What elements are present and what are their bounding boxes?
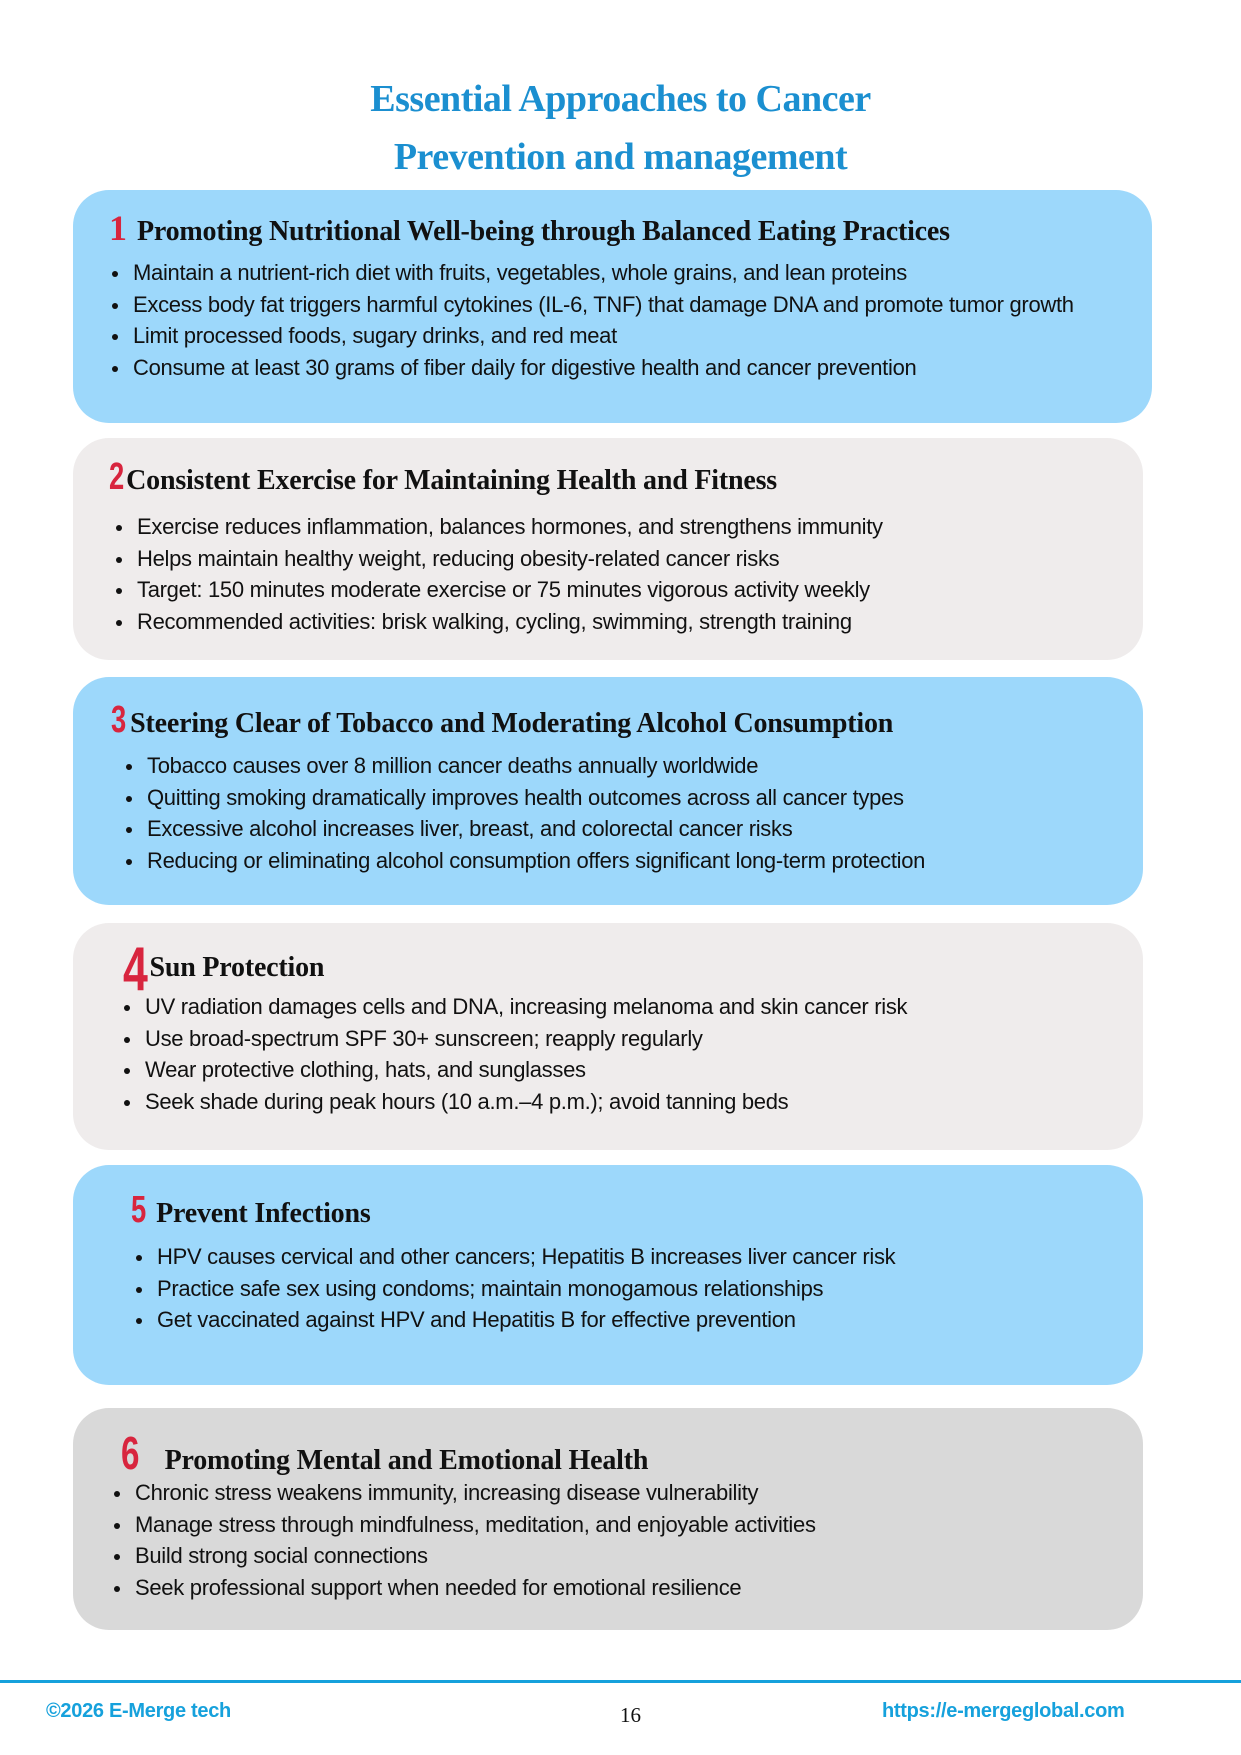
bullet-item: Chronic stress weakens immunity, increasing disease vulnerability — [111, 1477, 1121, 1509]
bullet-item: Practice safe sex using condoms; maintain monogamous relationships — [133, 1273, 1123, 1305]
bullet-item: Quitting smoking dramatically improves health outcomes across all cancer types — [123, 782, 1123, 814]
bullet-item: Reducing or eliminating alcohol consumption offers significant long-term protection — [123, 845, 1123, 877]
section-card-sun-protection — [73, 923, 1143, 1150]
bullet-item: Maintain a nutrient-rich diet with fruits, vegetables, whole grains, and lean proteins — [109, 257, 1139, 289]
section-number: 6 — [121, 1427, 140, 1479]
bullet-item: Consume at least 30 grams of fiber daily for digestive health and cancer prevention — [109, 352, 1139, 384]
section-card-tobacco-alcohol — [73, 677, 1143, 905]
section-heading: Promoting Mental and Emotional Health — [164, 1445, 649, 1476]
bullet-item: Recommended activities: brisk walking, cycling, swimming, strength training — [113, 606, 1123, 638]
bullet-item: Target: 150 minutes moderate exercise or 75 minutes vigorous activity weekly — [113, 574, 1123, 606]
bullet-item: Seek shade during peak hours (10 a.m.–4 p.m.); avoid tanning beds — [121, 1086, 1121, 1118]
section-heading: Sun Protection — [149, 952, 325, 983]
section-card-mental-health — [73, 1408, 1143, 1630]
bullet-list — [121, 991, 1121, 1117]
footer-url-link[interactable]: https://e-mergeglobal.com — [882, 1700, 1125, 1722]
footer-copyright: ©2026 E-Merge tech — [46, 1700, 231, 1722]
section-number: 4 — [123, 935, 148, 1004]
section-number: 3 — [111, 699, 127, 741]
bullet-item: Excessive alcohol increases liver, breast, and colorectal cancer risks — [123, 813, 1123, 845]
bullet-item: Excess body fat triggers harmful cytokines (IL-6, TNF) that damage DNA and promote tumor growth — [109, 289, 1139, 321]
bullet-item: Tobacco causes over 8 million cancer deaths annually worldwide — [123, 750, 1123, 782]
bullet-item: HPV causes cervical and other cancers; Hepatitis B increases liver cancer risk — [133, 1241, 1123, 1273]
bullet-item: Get vaccinated against HPV and Hepatitis B for effective prevention — [133, 1304, 1123, 1336]
section-heading: Prevent Infections — [156, 1198, 371, 1229]
section-card-exercise — [73, 438, 1143, 660]
page-number: 16 — [620, 1703, 641, 1727]
bullet-list — [133, 1241, 1123, 1336]
section-heading: Promoting Nutritional Well-being through Balanced Eating Practices — [137, 216, 950, 247]
bullet-item: Build strong social connections — [111, 1540, 1121, 1572]
bullet-item: Seek professional support when needed for emotional resilience — [111, 1572, 1121, 1604]
bullet-item: Helps maintain healthy weight, reducing obesity-related cancer risks — [113, 543, 1123, 575]
page-title — [0, 70, 1241, 186]
section-heading: Steering Clear of Tobacco and Moderating Alcohol Consumption — [130, 708, 894, 739]
section-number: 5 — [131, 1189, 147, 1231]
section-heading: Consistent Exercise for Maintaining Health and Fitness — [126, 465, 777, 496]
bullet-item: Limit processed foods, sugary drinks, and red meat — [109, 320, 1139, 352]
bullet-list — [109, 257, 1139, 383]
bullet-list — [111, 1477, 1121, 1603]
bullet-item: Use broad-spectrum SPF 30+ sunscreen; reapply regularly — [121, 1023, 1121, 1055]
section-card-infections — [73, 1165, 1143, 1385]
page-title-line-1: Essential Approaches to Cancer — [370, 78, 871, 120]
bullet-item: UV radiation damages cells and DNA, increasing melanoma and skin cancer risk — [121, 991, 1121, 1023]
bullet-list — [123, 750, 1123, 876]
bullet-item: Wear protective clothing, hats, and sunglasses — [121, 1054, 1121, 1086]
bullet-item: Exercise reduces inflammation, balances hormones, and strengthens immunity — [113, 511, 1123, 543]
page-title-line-2: Prevention and management — [393, 136, 848, 178]
bullet-item: Manage stress through mindfulness, meditation, and enjoyable activities — [111, 1509, 1121, 1541]
section-card-nutrition — [73, 190, 1152, 423]
section-number: 1 — [109, 208, 127, 248]
section-number: 2 — [109, 456, 125, 498]
bullet-list — [113, 511, 1123, 637]
footer-divider — [0, 1680, 1241, 1683]
